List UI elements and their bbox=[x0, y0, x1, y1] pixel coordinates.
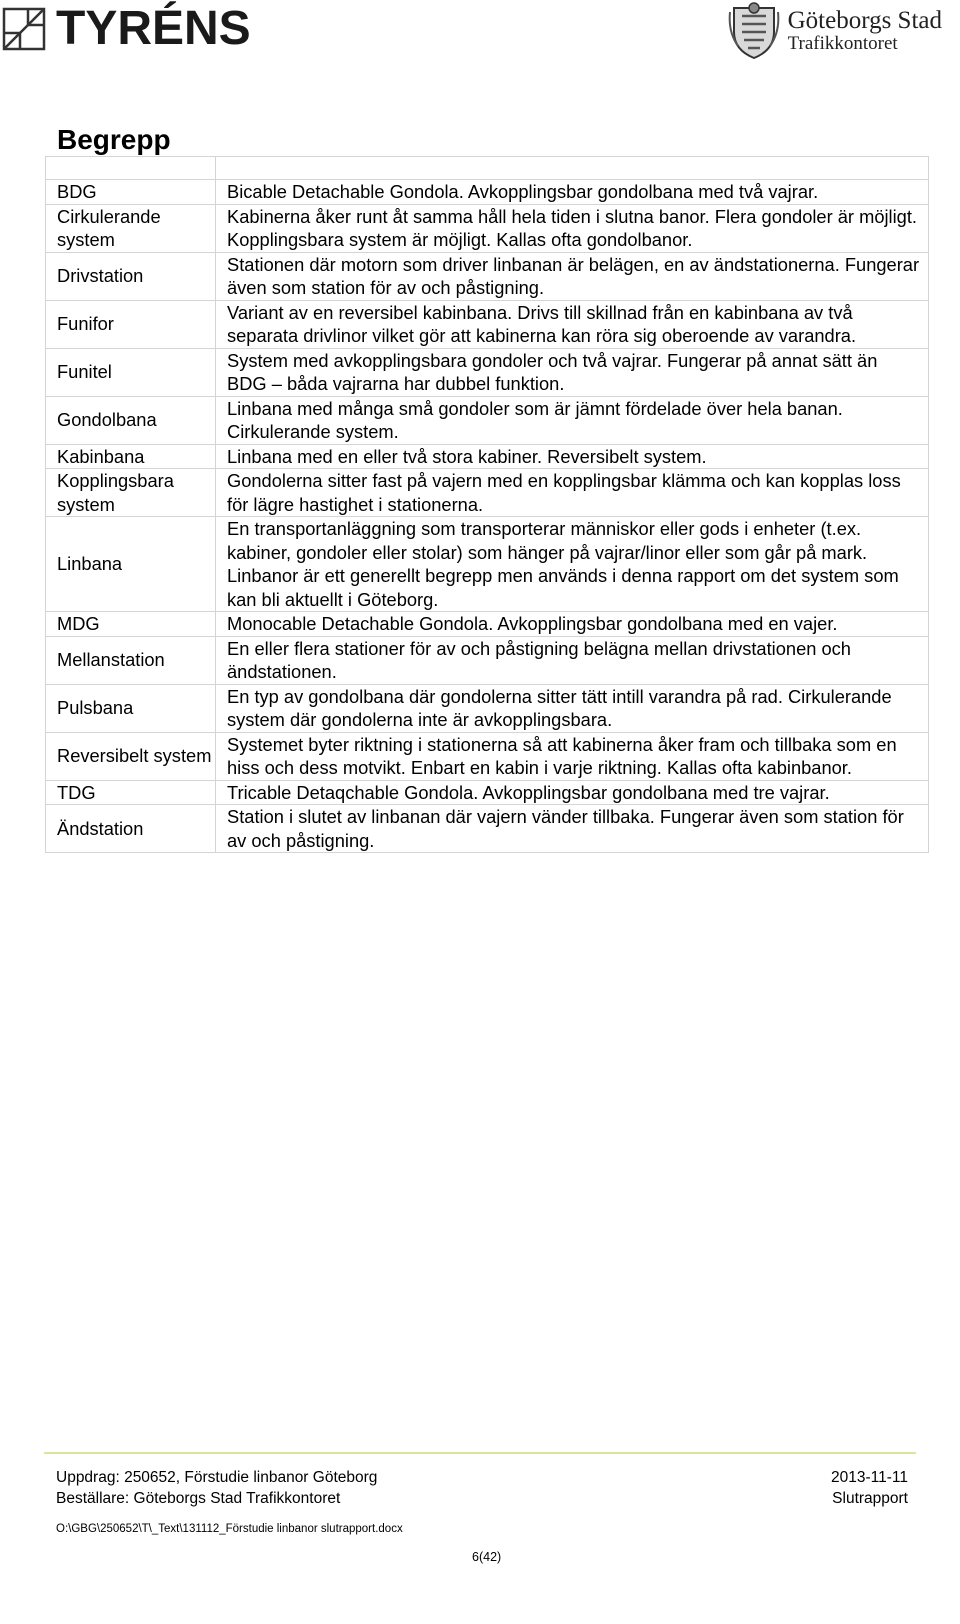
footer-file-path: O:\GBG\250652\T\_Text\131112_Förstudie linbanor slutrapport.docx bbox=[56, 1523, 403, 1535]
definition-cell: Monocable Detachable Gondola. Avkopplingsbar gondolbana med en vajer. bbox=[216, 612, 929, 637]
term-cell: MDG bbox=[46, 612, 216, 637]
table-row bbox=[46, 396, 929, 444]
terms-table bbox=[45, 156, 929, 853]
term-cell: Pulsbana bbox=[46, 684, 216, 732]
table-row bbox=[46, 204, 929, 252]
page-title: Begrepp bbox=[57, 124, 171, 155]
table-row bbox=[46, 732, 929, 780]
coat-of-arms-icon bbox=[728, 2, 780, 60]
definition-cell: Linbana med många små gondoler som är jämnt fördelade över hela banan. Cirkulerande system. bbox=[216, 396, 929, 444]
term-cell: Gondolbana bbox=[46, 396, 216, 444]
definition-cell: En transportanläggning som transporterar människor eller gods i enheter (t.ex. kabiner, gondoler eller stolar) som hänger på vajrar/linor eller som går på mark. Linbanor är ett generellt begrepp men används i denna rapport om det system som kan bli aktuellt i Göteborg. bbox=[216, 517, 929, 612]
term-cell: Mellanstation bbox=[46, 636, 216, 684]
table-header-spacer bbox=[46, 157, 929, 180]
page-footer bbox=[0, 1440, 960, 1624]
table-row bbox=[46, 517, 929, 612]
term-cell: Kopplingsbara system bbox=[46, 469, 216, 517]
term-cell: Cirkulerande system bbox=[46, 204, 216, 252]
definition-cell: Bicable Detachable Gondola. Avkopplingsbar gondolbana med två vajrar. bbox=[216, 180, 929, 205]
table-row bbox=[46, 252, 929, 300]
table-row bbox=[46, 348, 929, 396]
table-row bbox=[46, 612, 929, 637]
term-cell: Linbana bbox=[46, 517, 216, 612]
definition-cell: System med avkopplingsbara gondoler och två vajrar. Fungerar på annat sätt än BDG – båda vajrarna har dubbel funktion. bbox=[216, 348, 929, 396]
table-row bbox=[46, 780, 929, 805]
term-cell: Reversibelt system bbox=[46, 732, 216, 780]
table-row bbox=[46, 805, 929, 853]
definition-cell: Stationen där motorn som driver linbanan är belägen, en av ändstationerna. Fungerar även som station för av och påstigning. bbox=[216, 252, 929, 300]
logo-city-name: Göteborgs Stad bbox=[787, 7, 942, 34]
goteborgs-stad-logo bbox=[728, 2, 942, 60]
term-cell: Drivstation bbox=[46, 252, 216, 300]
footer-doc-type: Slutrapport bbox=[832, 1490, 908, 1507]
definition-cell: Linbana med en eller två stora kabiner. Reversibelt system. bbox=[216, 444, 929, 469]
logo-department: Trafikkontoret bbox=[787, 33, 898, 54]
table-row bbox=[46, 469, 929, 517]
footer-date: 2013-11-11 bbox=[831, 1469, 908, 1486]
term-cell: BDG bbox=[46, 180, 216, 205]
term-cell: Kabinbana bbox=[46, 444, 216, 469]
table-row bbox=[46, 300, 929, 348]
footer-assignment: Uppdrag: 250652, Förstudie linbanor Göteborg bbox=[56, 1469, 378, 1486]
definition-cell: En typ av gondolbana där gondolerna sitter tätt intill varandra på rad. Cirkulerande system där gondolerna inte är avkopplingsbara. bbox=[216, 684, 929, 732]
page-number: 6(42) bbox=[472, 1550, 502, 1564]
footer-client: Beställare: Göteborgs Stad Trafikkontoret bbox=[56, 1490, 341, 1507]
footer-divider bbox=[44, 1452, 916, 1454]
term-cell: Funitel bbox=[46, 348, 216, 396]
definition-cell: Systemet byter riktning i stationerna så att kabinerna åker fram och tillbaka som en hiss och dess motvikt. Enbart en kabin i varje riktning. Kallas ofta kabinbanor. bbox=[216, 732, 929, 780]
definition-cell: Gondolerna sitter fast på vajern med en kopplingsbar klämma och kan kopplas loss för lägre hastighet i stationerna. bbox=[216, 469, 929, 517]
table-row bbox=[46, 180, 929, 205]
term-cell: TDG bbox=[46, 780, 216, 805]
definition-cell: Kabinerna åker runt åt samma håll hela tiden i slutna banor. Flera gondoler är möjligt. Kopplingsbara system är möjligt. Kallas ofta gondolbanor. bbox=[216, 204, 929, 252]
table-row bbox=[46, 444, 929, 469]
tyrens-logo bbox=[2, 2, 251, 55]
page-header bbox=[0, 0, 960, 70]
tyrens-logo-text: TYRÉNS bbox=[56, 2, 251, 55]
definition-cell: Station i slutet av linbanan där vajern vänder tillbaka. Fungerar även som station för av och påstigning. bbox=[216, 805, 929, 853]
definition-cell: En eller flera stationer för av och påstigning belägna mellan drivstationen och ändstationen. bbox=[216, 636, 929, 684]
term-cell: Ändstation bbox=[46, 805, 216, 853]
table-row bbox=[46, 636, 929, 684]
term-cell: Funifor bbox=[46, 300, 216, 348]
definition-cell: Variant av en reversibel kabinbana. Drivs till skillnad från en kabinbana av två separata drivlinor vilket gör att kabinerna kan röra sig oberoende av varandra. bbox=[216, 300, 929, 348]
tyrens-mark-icon bbox=[2, 7, 46, 51]
definition-cell: Tricable Detaqchable Gondola. Avkopplingsbar gondolbana med tre vajrar. bbox=[216, 780, 929, 805]
table-row bbox=[46, 684, 929, 732]
